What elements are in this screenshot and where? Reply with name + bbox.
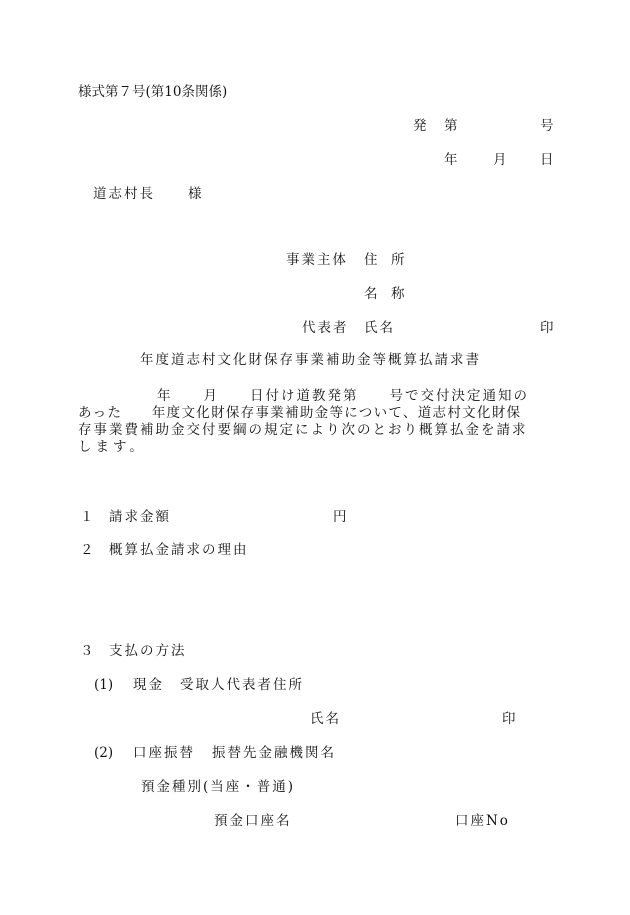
cash-name-label: 氏名 xyxy=(310,711,341,727)
cash-number: (1) xyxy=(94,677,114,693)
addressee-honorific: 様 xyxy=(188,186,202,202)
body-line-4: します。 xyxy=(78,439,147,455)
transfer-number: (2) xyxy=(94,745,114,761)
account-no-label: 口座No xyxy=(455,813,510,829)
body-line-1: 年 月 日付け道教発第 号で交付決定通知の xyxy=(157,388,529,404)
cash-seal-mark: 印 xyxy=(502,711,516,727)
item3-number: ３ xyxy=(80,643,94,659)
date-day: 日 xyxy=(540,152,554,168)
deposit-type-label: 預金種別(当座・普通) xyxy=(141,779,296,795)
item1-number: １ xyxy=(80,509,94,525)
issue-dai: 第 xyxy=(444,118,458,134)
cash-label: 現金 xyxy=(133,677,164,693)
issue-hatsu: 発 xyxy=(413,118,427,134)
account-name-label: 預金口座名 xyxy=(214,813,292,829)
item1-label: 請求金額 xyxy=(109,509,171,525)
representative-label: 代表者 xyxy=(302,320,349,336)
cash-address-label: 受取人代表者住所 xyxy=(180,677,304,693)
date-month: 月 xyxy=(493,152,507,168)
item2-label: 概算払金請求の理由 xyxy=(109,542,249,558)
form-number: 様式第７号(第10条関係) xyxy=(78,84,228,100)
transfer-label: 口座振替 xyxy=(133,745,195,761)
transfer-bank-label: 振替先金融機関名 xyxy=(212,745,336,761)
address-label: 住 所 xyxy=(364,252,405,268)
document-title: 年度道志村文化財保存事業補助金等概算払請求書 xyxy=(140,352,481,368)
item2-number: ２ xyxy=(80,542,94,558)
body-line-3: 存事業費補助金交付要綱の規定により次のとおり概算払金を請求 xyxy=(78,422,528,438)
item3-label: 支払の方法 xyxy=(109,643,187,659)
seal-mark: 印 xyxy=(540,320,554,336)
body-line-2: あった 年度文化財保存事業補助金等について、道志村文化財保 xyxy=(78,405,522,421)
rep-name-label: 氏名 xyxy=(364,320,395,336)
name-label: 名 称 xyxy=(364,286,405,302)
date-year: 年 xyxy=(444,152,458,168)
entity-label: 事業主体 xyxy=(286,252,348,268)
issue-go: 号 xyxy=(540,118,554,134)
addressee-name: 道志村長 xyxy=(93,186,155,202)
item1-unit: 円 xyxy=(333,509,347,525)
